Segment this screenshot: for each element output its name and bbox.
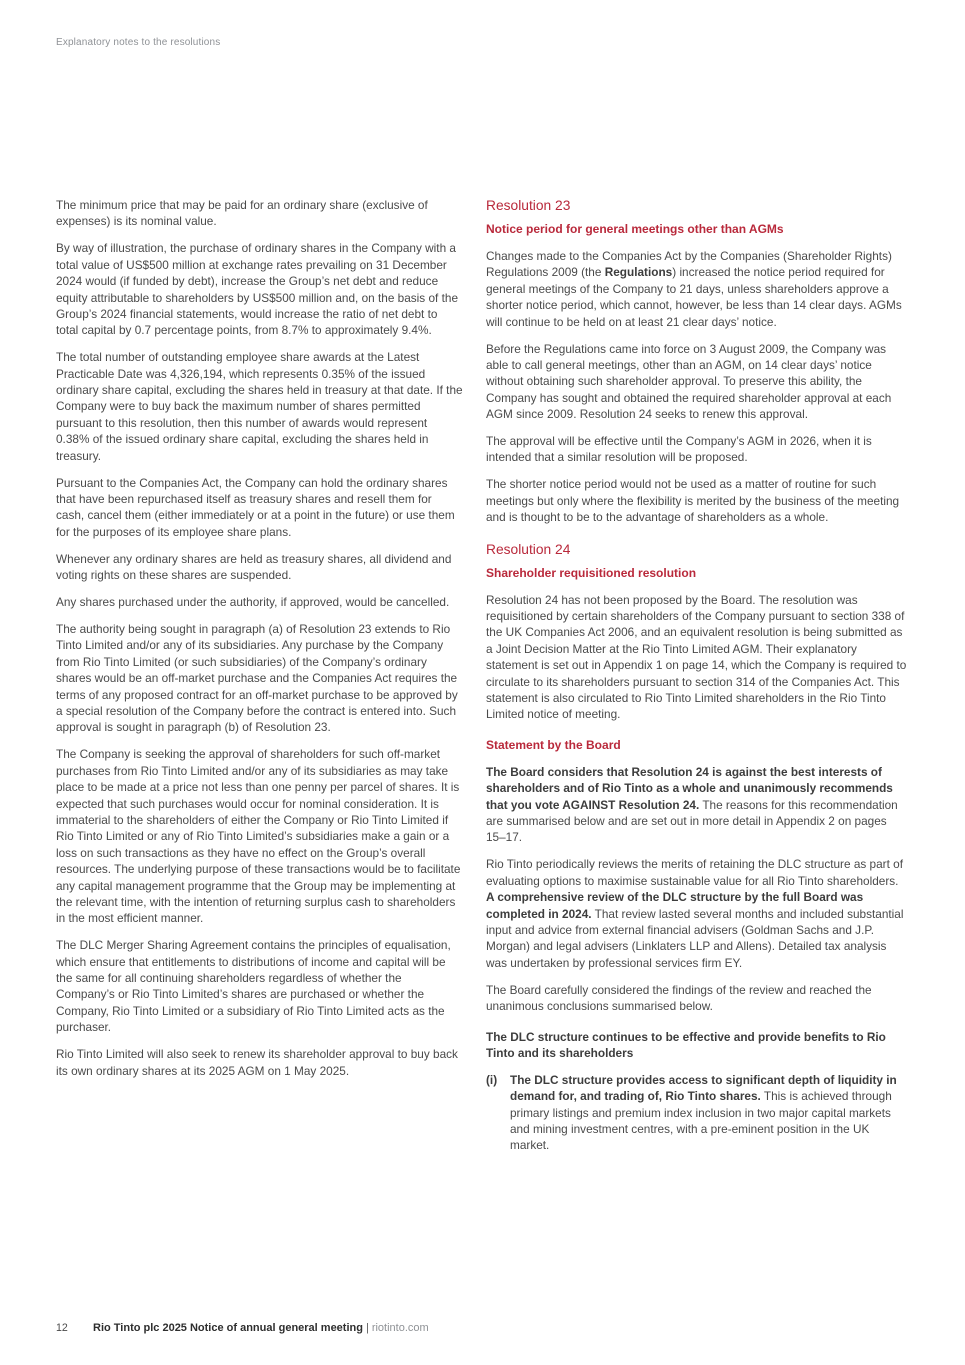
running-header: Explanatory notes to the resolutions: [56, 37, 221, 48]
paragraph: Whenever any ordinary shares are held as treasury shares, all dividend and voting rights on these shares are suspended.: [56, 551, 452, 583]
page-footer: [56, 1322, 429, 1335]
paragraph: The shorter notice period would not be used as a matter of routine for such meetings but only where the flexibility is merited by the business of the meeting and is thought to be to the advantage of shareholders as a whole.: [486, 477, 900, 525]
paragraph-text: Changes made to the Companies Act by the Companies (Shareholder Rights) Regulations 2009 (the: [486, 249, 892, 280]
resolution-24-subtitle: Shareholder requisitioned resolution: [486, 565, 697, 580]
paragraph: Rio Tinto Limited will also seek to renew its shareholder approval to buy back its own ordinary shares at its 2025 AGM on 1 May 2025.: [56, 1047, 458, 1078]
bold-statement: The Board considers that Resolution 24 is against the best interests of shareholders and of Rio Tinto as a whole and unanimously recommends that you vote AGAINST Resolution 24.: [486, 764, 893, 812]
footer-website: riotinto.com: [371, 1322, 429, 1334]
paragraph-text: Rio Tinto periodically reviews the merits of retaining the DLC structure as part of evaluating options to maximise sustainable value for all Rio Tinto shareholders.: [486, 857, 904, 888]
page-number: 12: [56, 1322, 68, 1334]
paragraph: [486, 764, 909, 846]
footer-separator: |: [365, 1322, 369, 1334]
paragraph: Resolution 24 has not been proposed by the Board. The resolution was requisitioned by certain shareholders of the Company pursuant to section 338 of the UK Companies Act 2006, and an equivalent resolution is being submitted as a Joint Decision Matter at the Rio Tinto Limited AGM. Their explanatory statement is set out in Appendix 1 on page 14, which the Company is required to circulate to its shareholders pursuant to section 314 of the Companies Act. This statement is also circulated to Rio Tinto Limited shareholders in the Rio Tinto Limited notice of meeting.: [486, 592, 907, 722]
paragraph: The Board carefully considered the findings of the review and reached the unanimous conclusions summarised below.: [486, 982, 872, 1014]
list-item-text: [510, 1072, 909, 1154]
footer-document-title: Rio Tinto plc 2025 Notice of annual general meeting: [93, 1322, 363, 1334]
bold-statement: A comprehensive review of the DLC structure by the full Board was completed in 2024.: [486, 890, 864, 921]
paragraph: By way of illustration, the purchase of ordinary shares in the Company with a total value of US$500 million at exchange rates prevailing on 31 December 2024 would (if funded by debt), increase the Group’s net debt and reduce equity attributable to shareholders by US$500 million and, on the basis of the Group’s 2024 financial statements, would increase the ratio of net debt to total capital by 0.7 percentage points, from 8.7% to approximately 9.4%.: [56, 241, 458, 338]
board-statement-heading: Statement by the Board: [486, 737, 621, 752]
paragraph-text: The reasons for this recommendation are summarised below and are set out in more detail in Appendix 2 on pages 15–17.: [486, 797, 898, 845]
right-column: [486, 197, 909, 1164]
list-item-marker: (i): [486, 1072, 498, 1087]
paragraph: The DLC Merger Sharing Agreement contains the principles of equalisation, which ensure that entitlements to distributions of income and capital will be the same for all continuing shareholders regardless of whether the Company’s or Rio Tinto Limited’s shares are purchased or whether the Company, Rio Tinto Limited or a subsidiary of Rio Tinto Limited acts as the purchaser.: [56, 938, 451, 1035]
paragraph: Before the Regulations came into force on 3 August 2009, the Company was able to call general meetings, other than an AGM, on 14 clear days’ notice without obtaining such shareholder approval. To preserve this ability, the Company has sought and obtained the required shareholder approval at each AGM since 2009. Resolution 24 seeks to renew this approval.: [486, 341, 892, 422]
paragraph: [486, 248, 909, 330]
bold-statement: The DLC structure provides access to significant depth of liquidity in demand for, and trading of, Rio Tinto shares.: [510, 1072, 897, 1104]
list-item: [486, 1072, 909, 1154]
paragraph: The total number of outstanding employee share awards at the Latest Practicable Date was 4,326,194, which represents 0.35% of the issued ordinary share capital, excluding the shares held in treasury at that date. If the Company were to buy back the maximum number of shares permitted pursuant to this resolution, then this number of awards would represent 0.38% of the issued ordinary share capital, excluding the shares held in treasury.: [56, 350, 463, 463]
bold-term: Regulations: [604, 265, 673, 280]
page-content: [56, 197, 909, 1164]
paragraph-text: ) increased the notice period required for general meetings of the Company to 21 days, unless shareholders approve a shorter notice period, which cannot, however, be less than 14 clear days. AGMs will continue to be held on at least 21 clear days’ notice.: [486, 265, 902, 329]
paragraph: Pursuant to the Companies Act, the Company can hold the ordinary shares that have been repurchased itself as treasury shares and resell them for cash, cancel them (either immediately or at a point in the future) or use them for the purposes of its employee share plans.: [56, 475, 455, 539]
left-column: [56, 197, 463, 1164]
paragraph: The authority being sought in paragraph (a) of Resolution 23 extends to Rio Tinto Limited and/or any of its subsidiaries. Any purchase by the Company from Rio Tinto Limited (or such subsidiaries) of the Company’s ordinary shares would be an off-market purchase and the Companies Act requires the terms of any proposed contract for an off-market purchase to be approved by a special resolution of the Company before the contract is entered into. Such approval is sought in paragraph (b) of Resolution 23.: [56, 621, 458, 735]
board-statement-section: [486, 738, 909, 1154]
paragraph: Any shares purchased under the authority, if approved, would be cancelled.: [56, 595, 450, 610]
resolution-24-title: Resolution 24: [486, 541, 571, 557]
paragraph-text: That review lasted several months and included substantial input and advice from external financial advisers (Goldman Sachs and J.P. Morgan) and legal advisers (Linklaters LLP and Allens). Detailed tax analysis was undertaken by professional services firm EY.: [486, 906, 904, 970]
dlc-benefits-heading: The DLC structure continues to be effective and provide benefits to Rio Tinto and its shareholders: [486, 1029, 886, 1060]
paragraph: The minimum price that may be paid for an ordinary share (exclusive of expenses) is its nominal value.: [56, 198, 428, 229]
resolution-23-section: [486, 197, 909, 526]
paragraph: The Company is seeking the approval of shareholders for such off-market purchases from Rio Tinto Limited and/or any of its subsidiaries as may take place to be made at a price not less than one penny per parcel of shares. It is expected that such purchases would occur for nominal consideration. It is immaterial to the shareholders of either the Company or Rio Tinto Limited if Rio Tinto Limited or any of Rio Tinto Limited’s subsidiaries make a gain or a loss on such transactions as they have no effect on the Group’s overall resources. The underlying purpose of these transactions would be to facilitate any capital management programme that the Group may be implementing at the relevant time, with the intention of returning surplus cash to shareholders in the most efficient manner.: [56, 747, 461, 926]
resolution-23-subtitle: Notice period for general meetings other than AGMs: [486, 222, 784, 236]
paragraph-text: This is achieved through primary listings and premium index inclusion in two major capital markets and mining investment centres, with a pre-eminent position in the UK market.: [510, 1089, 892, 1153]
resolution-24-section: [486, 541, 909, 723]
resolution-23-title: Resolution 23: [486, 198, 571, 213]
paragraph: The approval will be effective until the Company’s AGM in 2026, when it is intended that a similar resolution will be proposed.: [486, 434, 872, 465]
paragraph: [486, 856, 909, 971]
